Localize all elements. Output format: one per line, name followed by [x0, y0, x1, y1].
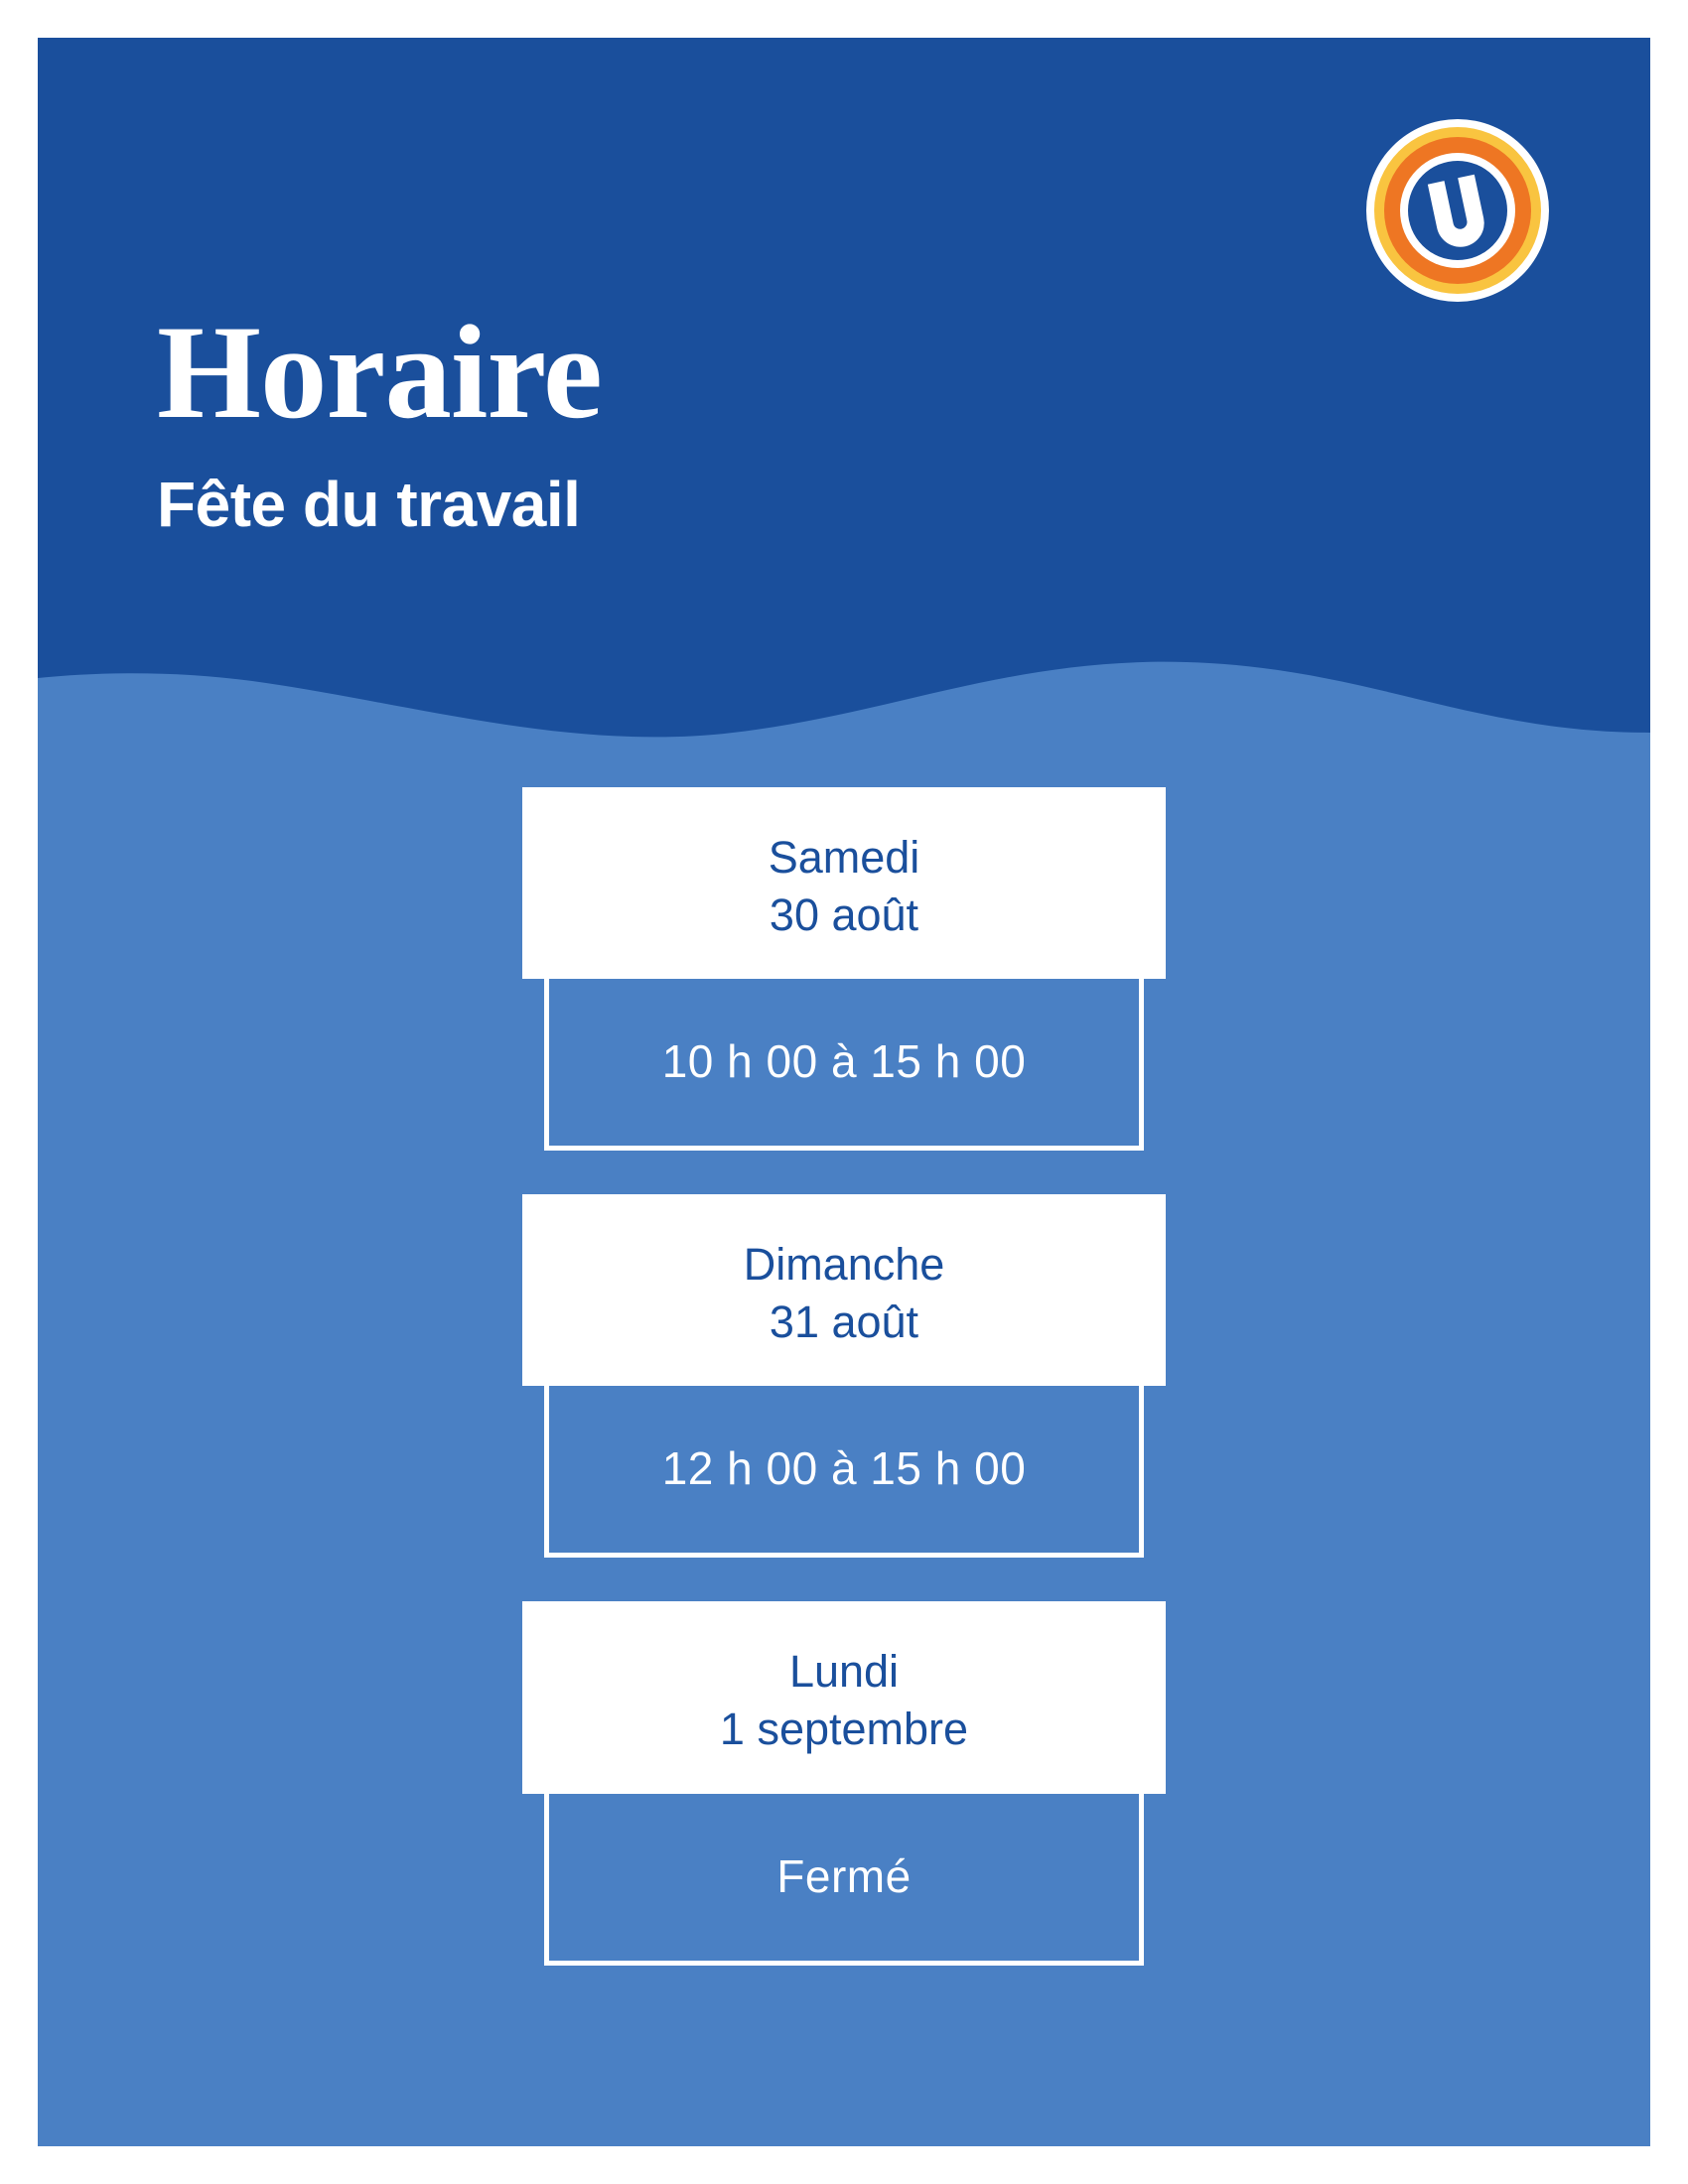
page-subtitle: Fête du travail — [157, 469, 581, 540]
schedule-day-date: 31 août — [769, 1296, 919, 1347]
schedule-card-day — [522, 1601, 1166, 1793]
schedule-day-name: Lundi — [788, 1646, 900, 1698]
schedule-card — [522, 1194, 1166, 1558]
page-title: Horaire — [157, 299, 602, 447]
schedule-day-date: 30 août — [769, 888, 919, 940]
header-content — [157, 299, 1249, 540]
schedule-card-hours: 12 h 00 à 15 h 00 — [544, 1386, 1144, 1558]
schedule-card-hours: 10 h 00 à 15 h 00 — [544, 979, 1144, 1151]
schedule-day-name: Samedi — [768, 832, 920, 883]
schedule-card-hours: Fermé — [544, 1794, 1144, 1966]
schedule-list — [38, 787, 1650, 1966]
schedule-card-day — [522, 1194, 1166, 1386]
schedule-card — [522, 1601, 1166, 1965]
schedule-card — [522, 787, 1166, 1151]
schedule-card-day — [522, 787, 1166, 979]
poster-page — [38, 38, 1650, 2146]
schedule-day-name: Dimanche — [743, 1239, 945, 1291]
schedule-day-date: 1 septembre — [719, 1703, 969, 1754]
university-logo — [1364, 117, 1551, 304]
